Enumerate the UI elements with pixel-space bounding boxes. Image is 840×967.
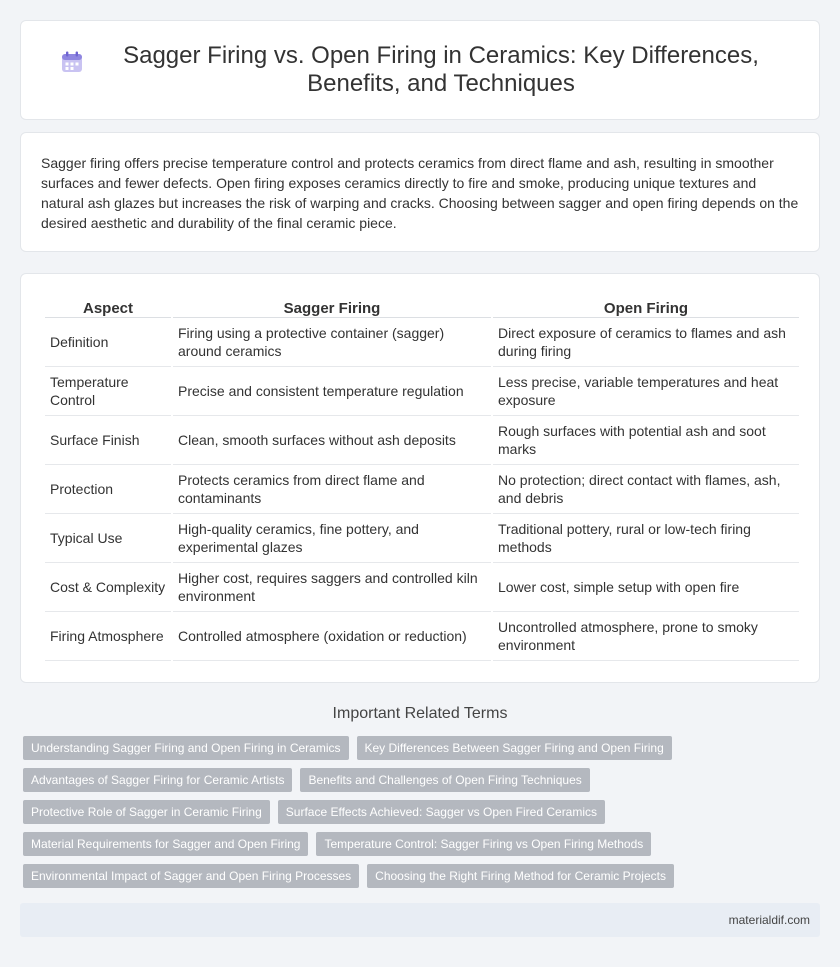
open-cell: Rough surfaces with potential ash and soot marks [493, 416, 799, 465]
sagger-cell: Higher cost, requires saggers and controlled kiln environment [173, 563, 491, 612]
header-aspect: Aspect [45, 294, 171, 318]
open-cell: Traditional pottery, rural or low-tech firing methods [493, 514, 799, 563]
table-row [45, 563, 799, 612]
open-cell: No protection; direct contact with flames, ash, and debris [493, 465, 799, 514]
related-tag-link[interactable]: Environmental Impact of Sagger and Open Firing Processes [23, 864, 359, 888]
title-wrap [60, 42, 780, 98]
sagger-cell: Firing using a protective container (sagger) around ceramics [173, 318, 491, 367]
related-tags [20, 736, 720, 896]
intro-card [20, 132, 820, 252]
sagger-cell: Protects ceramics from direct flame and contaminants [173, 465, 491, 514]
related-tag-link[interactable]: Protective Role of Sagger in Ceramic Firing [23, 800, 270, 824]
related-tag-link[interactable]: Advantages of Sagger Firing for Ceramic Artists [23, 768, 292, 792]
footer-site-link[interactable]: materialdif.com [728, 913, 810, 927]
related-tag-link[interactable]: Benefits and Challenges of Open Firing Techniques [300, 768, 589, 792]
aspect-cell: Surface Finish [45, 416, 171, 465]
table-row [45, 367, 799, 416]
open-cell: Less precise, variable temperatures and heat exposure [493, 367, 799, 416]
sagger-cell: High-quality ceramics, fine pottery, and experimental glazes [173, 514, 491, 563]
open-cell: Lower cost, simple setup with open fire [493, 563, 799, 612]
open-cell: Direct exposure of ceramics to flames and ash during firing [493, 318, 799, 367]
title-card [20, 20, 820, 120]
related-tag-link[interactable]: Material Requirements for Sagger and Open Firing [23, 832, 308, 856]
aspect-cell: Temperature Control [45, 367, 171, 416]
related-terms-section [20, 703, 820, 896]
table-header-row [45, 294, 799, 318]
related-tag-link[interactable]: Choosing the Right Firing Method for Ceramic Projects [367, 864, 674, 888]
open-cell: Uncontrolled atmosphere, prone to smoky environment [493, 612, 799, 661]
aspect-cell: Firing Atmosphere [45, 612, 171, 661]
table-row [45, 612, 799, 661]
related-terms-heading: Important Related Terms [332, 705, 508, 722]
related-tag-link[interactable]: Understanding Sagger Firing and Open Firing in Ceramics [23, 736, 349, 760]
header-sagger-firing: Sagger Firing [173, 294, 491, 318]
sagger-cell: Controlled atmosphere (oxidation or reduction) [173, 612, 491, 661]
aspect-cell: Protection [45, 465, 171, 514]
page-title: Sagger Firing vs. Open Firing in Ceramics: Key Differences, Benefits, and Techniques [123, 42, 759, 97]
sagger-cell: Clean, smooth surfaces without ash deposits [173, 416, 491, 465]
aspect-cell: Definition [45, 318, 171, 367]
related-tag-link[interactable]: Temperature Control: Sagger Firing vs Open Firing Methods [316, 832, 651, 856]
header-open-firing: Open Firing [493, 294, 799, 318]
comparison-table [43, 294, 801, 661]
sagger-cell: Precise and consistent temperature regulation [173, 367, 491, 416]
intro-paragraph: Sagger firing offers precise temperature control and protects ceramics from direct flame and ash, resulting in smoother surfaces and fewer defects. Open firing exposes ceramics directly to fire and smoke, producing unique textures and natural ash glazes but increases the risk of warping and cracks. Choosing between sagger and open firing depends on the desired aesthetic and durability of the final ceramic piece. [41, 155, 799, 231]
table-row [45, 416, 799, 465]
comparison-card [20, 273, 820, 683]
table-row [45, 465, 799, 514]
aspect-cell: Typical Use [45, 514, 171, 563]
table-row [45, 514, 799, 563]
related-tag-link[interactable]: Surface Effects Achieved: Sagger vs Open Fired Ceramics [278, 800, 605, 824]
aspect-cell: Cost & Complexity [45, 563, 171, 612]
table-row [45, 318, 799, 367]
footer [20, 903, 820, 937]
related-tag-link[interactable]: Key Differences Between Sagger Firing and Open Firing [357, 736, 672, 760]
calendar-icon [60, 50, 84, 74]
